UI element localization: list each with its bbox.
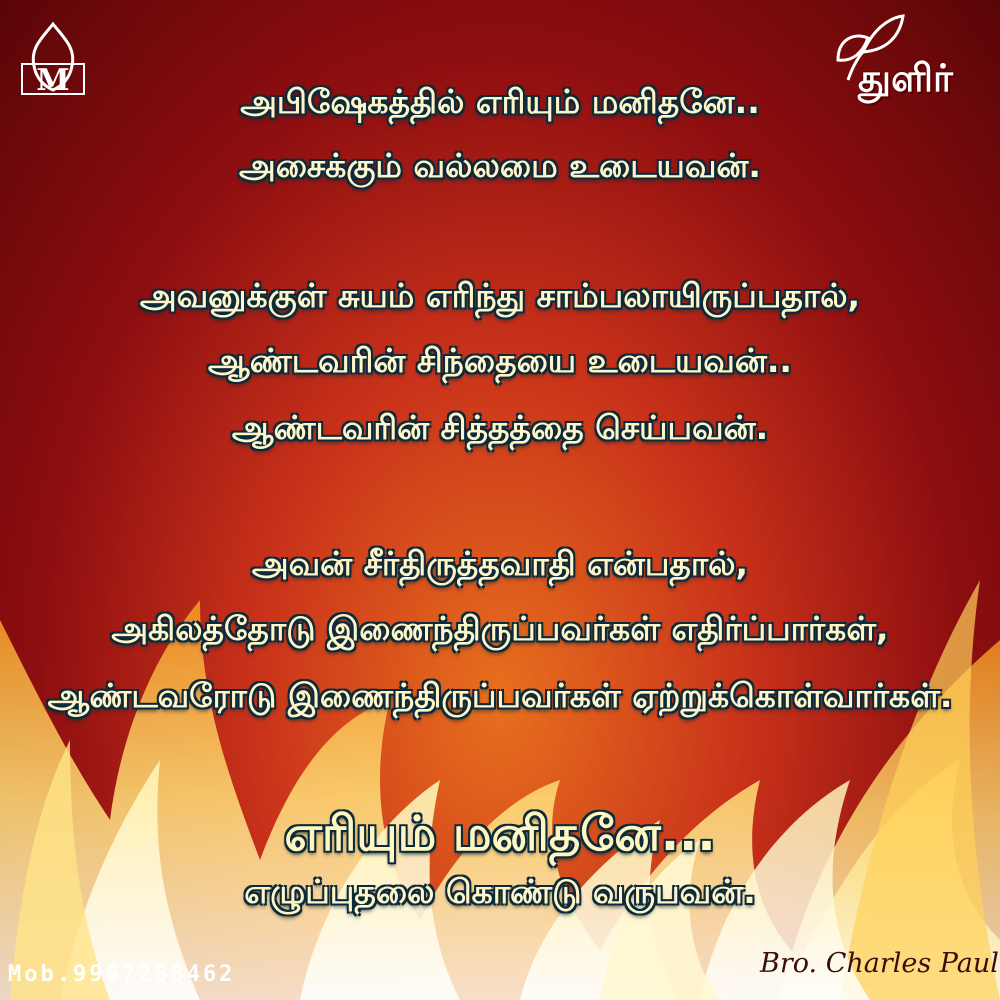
brand-name: துளிர் bbox=[858, 56, 953, 100]
closing-line: எழுப்புதலை கொண்டு வருபவன். bbox=[244, 872, 756, 911]
poem-line: அகிலத்தோடு இணைந்திருப்பவர்கள் எதிர்ப்பார்கள், bbox=[111, 609, 889, 648]
poem-line: அசைக்கும் வல்லமை உடையவன். bbox=[239, 146, 761, 185]
poem-line: ஆண்டவரின் சிந்தையை உடையவன்.. bbox=[208, 341, 792, 380]
signature: Bro. Charles Paul bbox=[760, 948, 999, 979]
poem-line: ஆண்டவரின் சித்தத்தை செய்பவன். bbox=[231, 408, 769, 447]
mobile-number: Mob.9967258462 bbox=[8, 962, 236, 987]
poem-line: அபிஷேகத்தில் எரியும் மனிதனே.. bbox=[240, 82, 760, 121]
poem-line: அவனுக்குள் சுயம் எரிந்து சாம்பலாயிருப்பதால், bbox=[139, 276, 861, 315]
closing-title: எரியும் மனிதனே... bbox=[284, 806, 716, 862]
poem-line: ஆண்டவரோடு இணைந்திருப்பவர்கள் ஏற்றுக்கொள்வார்கள். bbox=[47, 676, 953, 715]
poem-line: அவன் சீர்திருத்தவாதி என்பதால், bbox=[251, 544, 749, 583]
logo-left-letter: M bbox=[36, 63, 70, 98]
